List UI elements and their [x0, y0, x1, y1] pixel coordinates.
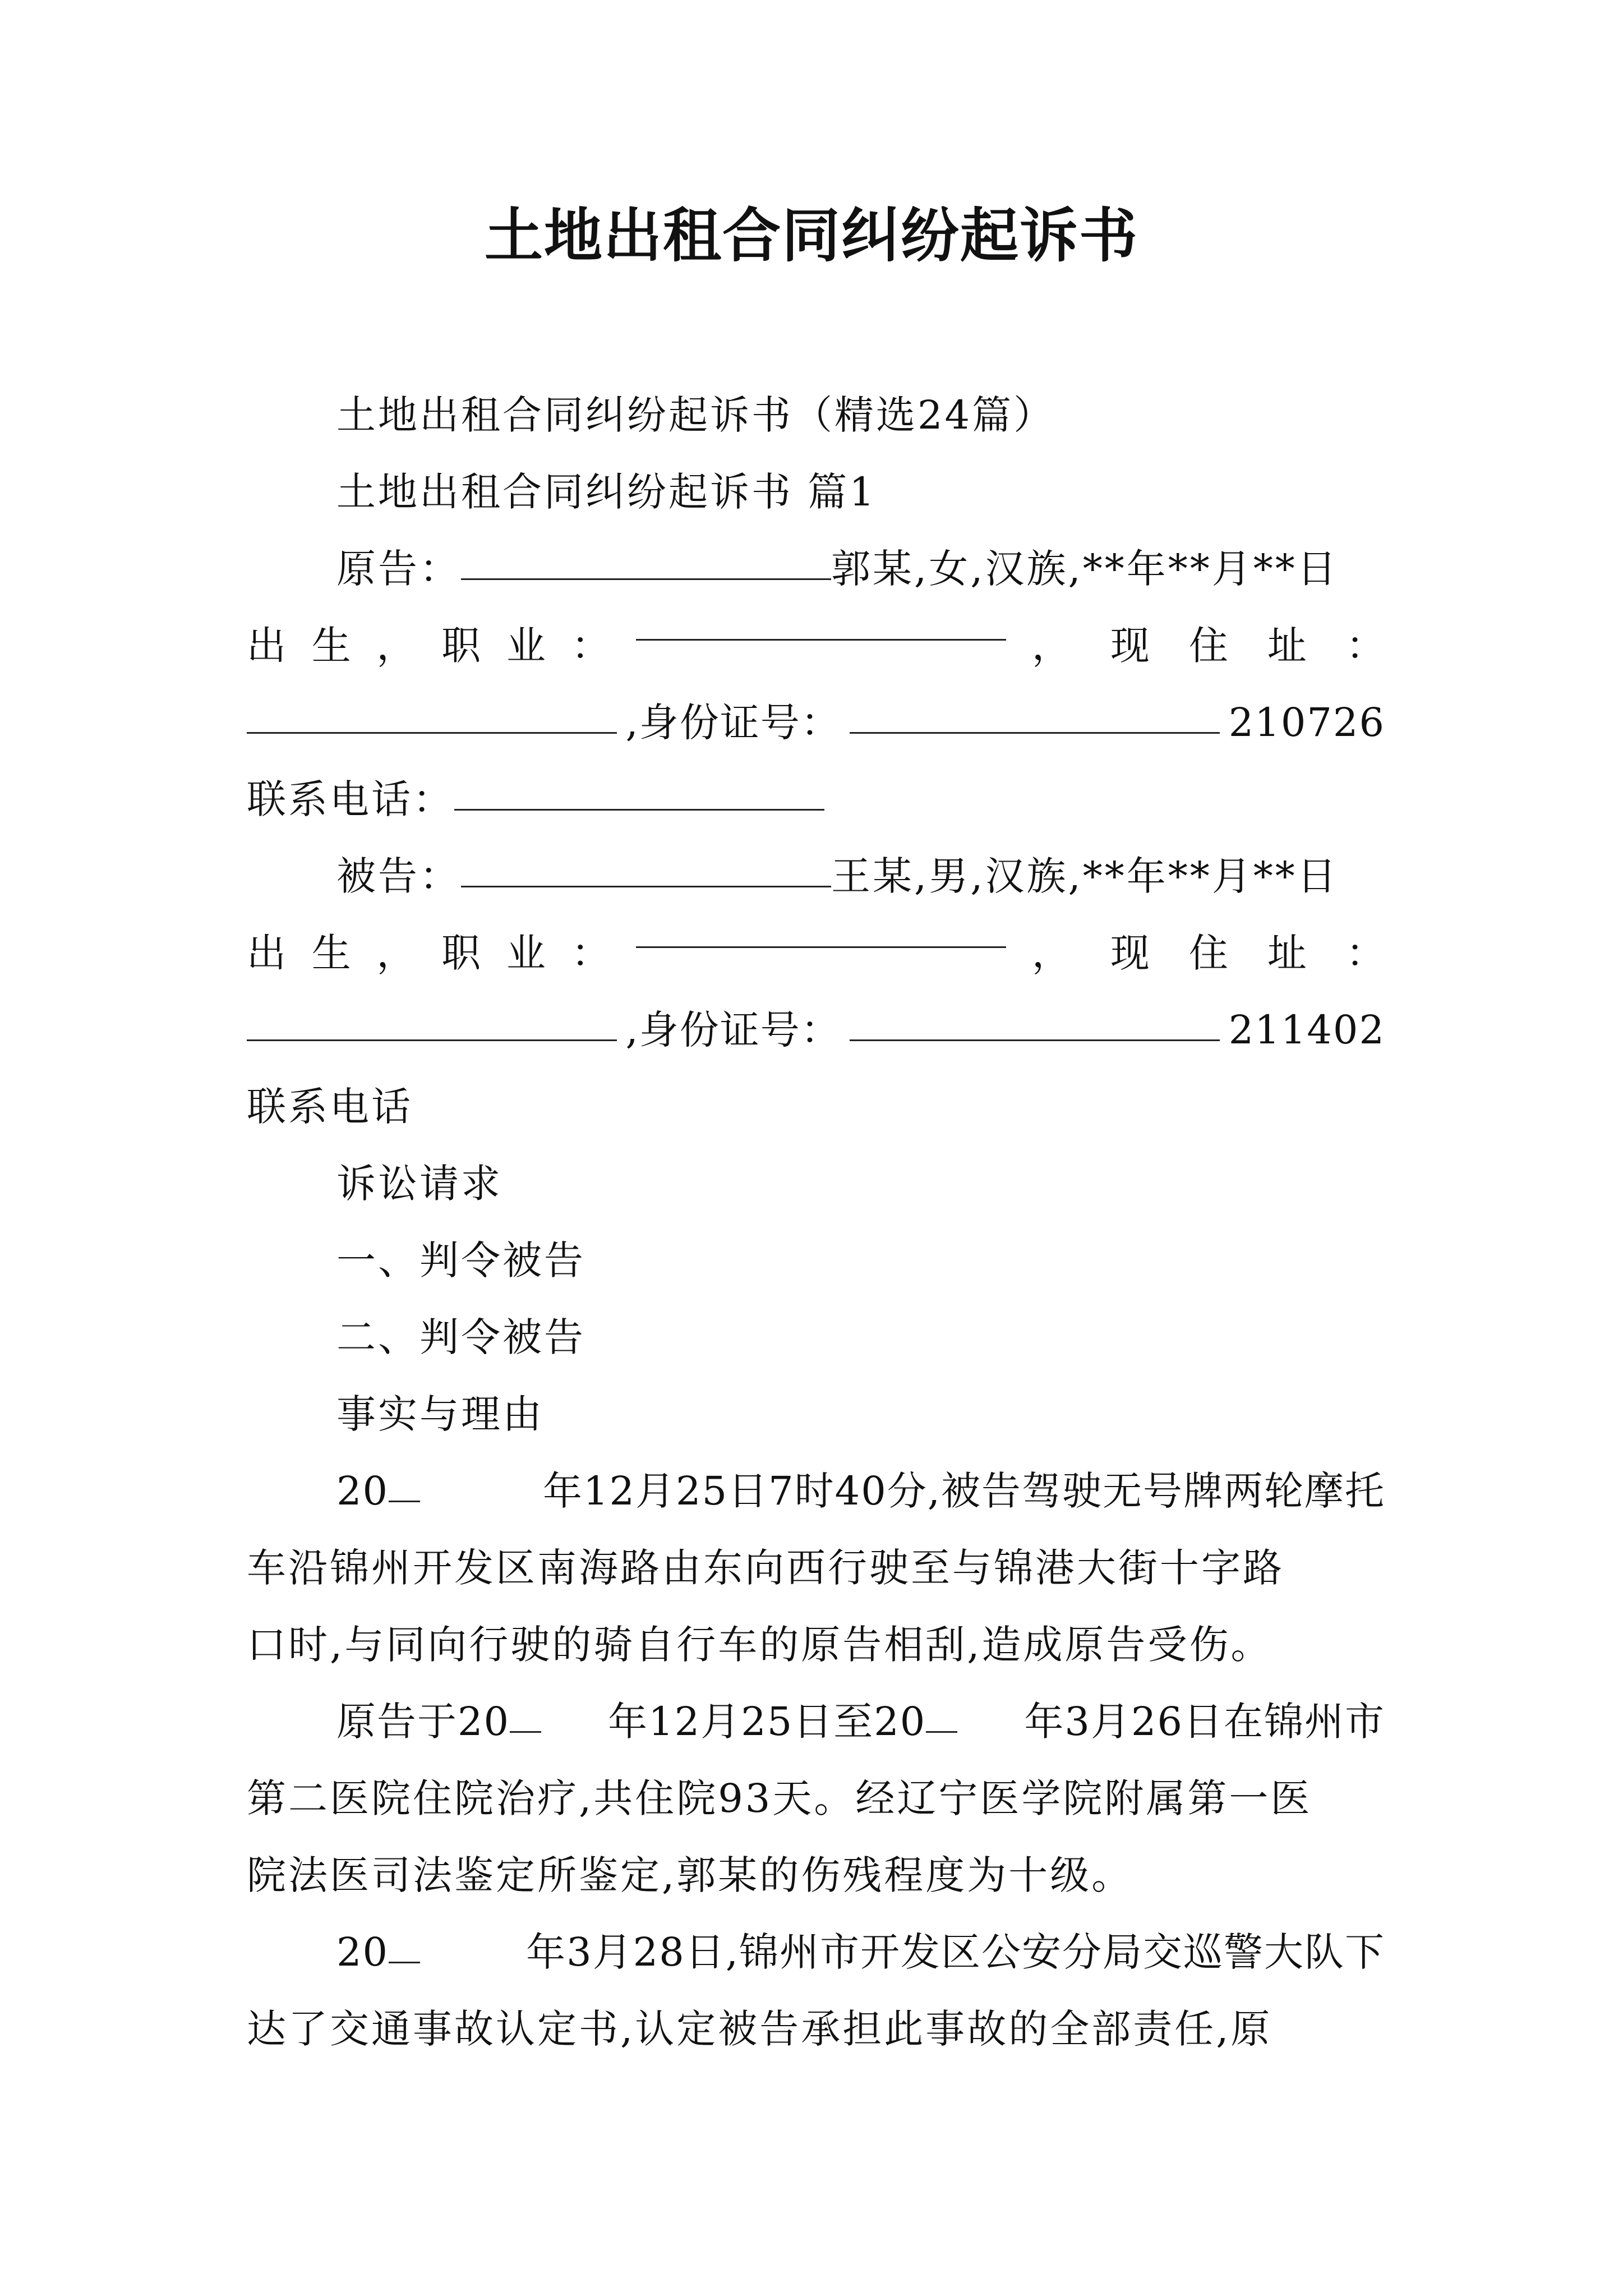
- plaintiff-birth-char: ：: [571, 623, 611, 669]
- defendant-name-blank: [461, 852, 831, 887]
- plaintiff-id-line: [247, 684, 1385, 761]
- plaintiff-address-blank: [247, 698, 617, 734]
- plaintiff-phone-line: [247, 761, 1385, 838]
- plaintiff-birth-char: 职: [441, 623, 481, 669]
- plaintiff-birth-char: ，: [376, 623, 416, 669]
- plaintiff-id-value: 210726: [1228, 700, 1385, 746]
- plaintiff-occupation-blank: [636, 605, 1006, 641]
- facts-heading: 事实与理由: [336, 1391, 544, 1437]
- plaintiff-id-blank: [850, 698, 1220, 734]
- defendant-birth-char: 出: [247, 930, 286, 976]
- section-heading: 土地出租合同纠纷起诉书 篇1: [336, 469, 877, 515]
- defendant-phone-line: 联系电话: [247, 1084, 413, 1130]
- p2-text-c: 年3月26日在锦州市: [1024, 1699, 1385, 1745]
- defendant-info: 王某,男,汉族,**年**月**日: [831, 853, 1339, 899]
- plaintiff-id-label: ,身份证号：: [625, 700, 841, 746]
- facts-paragraph-2-line-2: 第二医院住院治疗,共住院93天。经辽宁医学院附属第一医: [247, 1775, 1312, 1821]
- claim-item-2: 二、判令被告: [336, 1314, 585, 1360]
- defendant-birth-char: 生: [311, 930, 351, 976]
- year-prefix: 20: [336, 1468, 389, 1514]
- year-blank: [510, 1697, 541, 1733]
- facts-paragraph-1-line-3: 口时,与同向行驶的骑自行车的原告相刮,造成原告受伤。: [247, 1622, 1272, 1668]
- defendant-id-line: [247, 992, 1385, 1069]
- defendant-label: 被告：: [336, 853, 461, 899]
- year-prefix: 20: [336, 1929, 389, 1975]
- defendant-id-label: ,身份证号：: [625, 1007, 841, 1053]
- plaintiff-birth-char: 业: [506, 623, 546, 669]
- defendant-id-blank: [850, 1006, 1220, 1041]
- facts-p3-text: 年3月28日,锦州市开发区公安分局交巡警大队下: [526, 1929, 1385, 1975]
- plaintiff-phone-blank: [454, 775, 824, 811]
- facts-paragraph-1-line-1: [336, 1453, 1385, 1530]
- plaintiff-name-blank: [461, 545, 831, 580]
- claim-item-1: 一、判令被告: [336, 1237, 585, 1283]
- defendant-birth-char: ：: [571, 930, 611, 976]
- plaintiff-info: 郭某,女,汉族,**年**月**日: [831, 546, 1339, 592]
- year-blank: [926, 1697, 957, 1733]
- year-blank: [389, 1467, 420, 1502]
- defendant-birth-char: 业: [506, 930, 546, 976]
- document-subtitle: 土地出租合同纠纷起诉书（精选24篇）: [336, 392, 1055, 438]
- facts-paragraph-3-line-2: 达了交通事故认定书,认定被告承担此事故的全部责任,原: [247, 2006, 1272, 2052]
- defendant-address-blank: [247, 1006, 617, 1041]
- defendant-id-value: 211402: [1228, 1007, 1385, 1053]
- defendant-occupation-line: [247, 915, 1424, 992]
- defendant-occupation-blank: [636, 913, 1006, 948]
- plaintiff-occupation-line: [247, 608, 1424, 684]
- plaintiff-label: 原告：: [336, 546, 461, 592]
- plaintiff-residence-label: ，现住址：: [1031, 623, 1424, 669]
- p2-text-a: 原告于20: [336, 1699, 510, 1745]
- facts-paragraph-2-line-1: [336, 1683, 1385, 1760]
- defendant-birth-char: 职: [441, 930, 481, 976]
- claims-heading: 诉讼请求: [336, 1161, 502, 1207]
- facts-p1-text: 年12月25日7时40分,被告驾驶无号牌两轮摩托: [542, 1468, 1385, 1514]
- year-blank: [389, 1928, 420, 1963]
- plaintiff-birth-char: 生: [311, 623, 351, 669]
- plaintiff-phone-label: 联系电话：: [247, 776, 454, 822]
- facts-paragraph-2-line-3: 院法医司法鉴定所鉴定,郭某的伤残程度为十级。: [247, 1852, 1133, 1898]
- facts-paragraph-1-line-2: 车沿锦州开发区南海路由东向西行驶至与锦港大街十字路: [247, 1545, 1284, 1591]
- document-title: 土地出租合同纠纷起诉书: [484, 201, 1138, 270]
- plaintiff-birth-char: 出: [247, 623, 286, 669]
- defendant-birth-char: ，: [376, 930, 416, 976]
- plaintiff-line: [336, 531, 1385, 608]
- p2-text-b: 年12月25日至20: [608, 1699, 926, 1745]
- facts-paragraph-3-line-1: [336, 1914, 1385, 1991]
- defendant-line: [336, 838, 1385, 915]
- defendant-residence-label: ，现住址：: [1031, 930, 1424, 976]
